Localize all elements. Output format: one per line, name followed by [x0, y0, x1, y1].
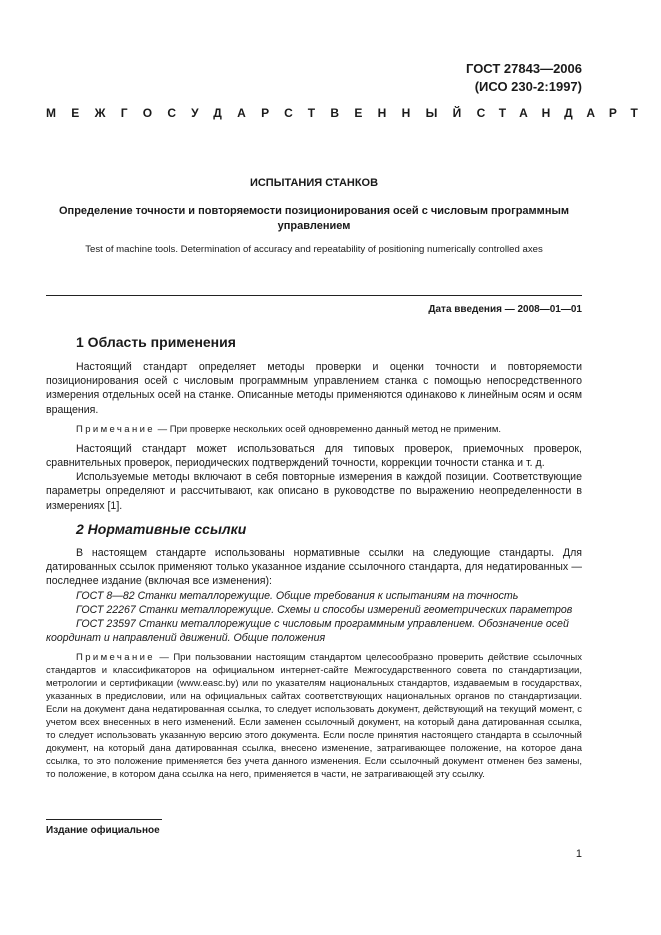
document-subtitle: Определение точности и повторяемости позиционирования осей с числовым программным управлением	[59, 205, 569, 232]
section-1-paragraph: Настоящий стандарт определяет методы проверки и оценки точности и повторяемости позиционирования осей с числовым программным управлением станка с помощью непосредственного измерения отдельных осей на станке. Описанные методы применяются одинаково к линейным осям и осям вращения.	[46, 361, 582, 416]
section-1-paragraph: Настоящий стандарт может использоваться для типовых проверок, приемочных проверок, сравнительных проверок, периодических подтверждений точности, коррекции точности станка и т. д.	[46, 442, 582, 470]
document-number	[466, 60, 582, 96]
note-label: Примечание	[76, 423, 155, 435]
section-2-paragraph: В настоящем стандарте использованы нормативные ссылки на следующие стандарты. Для датированных ссылок применяют только указанное издание ссылочного стандарта, для недатированных — последнее издание (включая все изменения):	[46, 547, 582, 588]
english-title: Test of machine tools. Determination of accuracy and repeatability of positioning numerically controlled axes	[85, 244, 543, 255]
gost-number: ГОСТ 27843—2006	[466, 61, 582, 76]
note-text: — При пользовании настоящим стандартом целесообразно проверить действие ссылочных стандартов и классификаторов на официальном интернет-сайте Межгосударственного совета по стандартизации, метрологии и сертификации (www.easc.by) или по указателям национальных стандартов, издаваемым в государствах, указанных в предисловии, или на официальных сайтах соответствующих национальных органов по стандартизации. Если на документ дана недатированная ссылка, то следует использовать документ, действующий на текущий момент, с учетом всех внесенных в него изменений. Если заменен ссылочный документ, на который дана датированная ссылка, то следует использовать указанную версию этого документа. Если после принятия настоящего стандарта в ссылочный документ, на который дана датированная ссылка, внесено изменение, затрагивающее положение, на которое дана ссылка, то это положение применяется без учета данного изменения. Если ссылочный документ отменен без замены, то положение, в котором дана ссылка на него, применяется в части, не затрагивающей эту ссылку.	[46, 652, 582, 781]
title-divider	[46, 295, 582, 296]
section-2-body	[46, 546, 582, 787]
section-1-paragraph: Используемые методы включают в себя повторные измерения в каждой позиции. Соответствующие параметры определяют и рассчитывают, как описано в руководстве по выражению неопределенности в измерениях [1].	[46, 471, 582, 512]
reference-item: ГОСТ 8—82 Станки металлорежущие. Общие требования к испытаниям на точность	[76, 589, 519, 602]
section-2-note	[46, 651, 582, 781]
official-edition-label: Издание официальное	[46, 825, 160, 836]
footer-divider	[46, 819, 162, 820]
reference-item: ГОСТ 23597 Станки металлорежущие с числовым программным управлением. Обозначение осей координат и направлений движений. Общие положения	[46, 618, 569, 645]
page-number: 1	[575, 848, 582, 860]
banner-left: МЕЖГОСУДАРСТВЕННЫЙ	[46, 106, 477, 120]
banner-right: СТАНДАРТ	[476, 106, 652, 120]
note-text: — При проверке нескольких осей одновременно данный метод не применим.	[155, 423, 501, 435]
iso-number: (ИСО 230-2:1997)	[474, 79, 582, 94]
standard-type-banner	[46, 106, 652, 120]
section-1-body	[46, 360, 582, 519]
section-1-heading: 1 Область применения	[76, 334, 236, 350]
section-2-heading: 2 Нормативные ссылки	[76, 521, 247, 537]
document-title: ИСПЫТАНИЯ СТАНКОВ	[249, 177, 379, 189]
introduction-date: Дата введения — 2008—01—01	[428, 304, 582, 315]
reference-item: ГОСТ 22267 Станки металлорежущие. Схемы и способы измерений геометрических параметров	[76, 603, 573, 616]
note-label: Примечание	[76, 652, 155, 664]
section-1-note	[46, 423, 582, 436]
